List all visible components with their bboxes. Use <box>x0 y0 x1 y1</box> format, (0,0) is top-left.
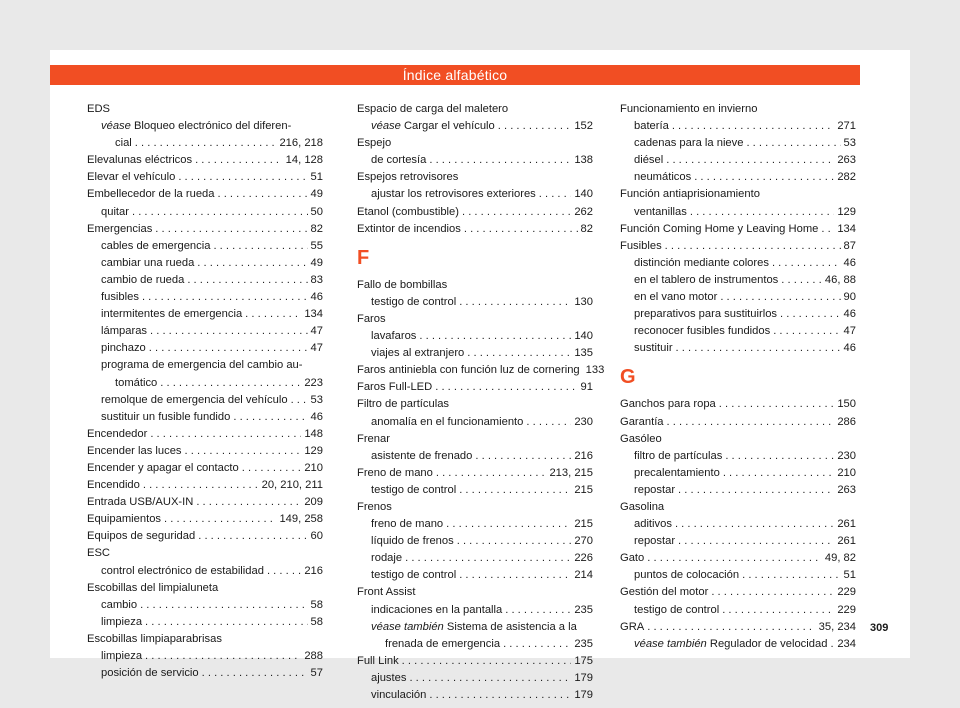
index-entry: cables de emergencia . . . 55 <box>87 238 323 255</box>
index-entry: Freno de mano . . . 213, 215 <box>357 465 593 482</box>
index-entry: testigo de control . . . 130 <box>357 294 593 311</box>
index-entry: asistente de frenado . . . 216 <box>357 448 593 465</box>
index-entry: cial . . . 216, 218 <box>87 135 323 152</box>
index-entry: Emergencias . . . 82 <box>87 221 323 238</box>
index-entry: Elevalunas eléctricos . . . 14, 128 <box>87 152 323 169</box>
index-entry: Gasóleo <box>620 432 662 445</box>
index-entry: Faros antiniebla con función luz de cornering 133 <box>357 364 605 377</box>
index-entry: lámparas . . . 47 <box>87 323 323 340</box>
index-entry: testigo de control . . . 229 <box>620 602 856 619</box>
index-entry: cambio de rueda . . . 83 <box>87 272 323 289</box>
index-entry: Etanol (combustible) . . . 262 <box>357 204 593 221</box>
index-entry: aditivos . . . 261 <box>620 516 856 533</box>
index-entry: Front Assist <box>357 586 416 599</box>
index-entry: de cortesía . . . 138 <box>357 152 593 169</box>
index-entry: Equipos de seguridad . . . 60 <box>87 528 323 545</box>
index-entry: líquido de frenos . . . 270 <box>357 533 593 550</box>
index-entry: Escobillas limpiaparabrisas <box>87 632 222 645</box>
index-entry: Equipamientos . . . 149, 258 <box>87 511 323 528</box>
index-entry: Espejo <box>357 137 392 150</box>
index-column-2 <box>357 101 605 704</box>
index-entry: Ganchos para ropa . . . 150 <box>620 396 856 413</box>
index-entry: rodaje . . . 226 <box>357 550 593 567</box>
index-entry: ESC <box>87 547 111 560</box>
index-entry: limpieza . . . 288 <box>87 648 323 665</box>
index-entry: Elevar el vehículo . . . 51 <box>87 169 323 186</box>
index-entry: Gestión del motor . . . 229 <box>620 584 856 601</box>
index-entry: véase también Sistema de asistencia a la <box>371 620 577 633</box>
index-entry: Escobillas del limpialuneta <box>87 581 219 594</box>
index-entry: Gato . . . 49, 82 <box>620 550 856 567</box>
index-column-1 <box>87 101 323 682</box>
index-entry: véase Bloqueo electrónico del diferen- <box>101 120 292 133</box>
index-entry: Garantía . . . 286 <box>620 414 856 431</box>
section-letter-g: G <box>620 366 636 389</box>
index-entry: sustituir un fusible fundido . . . 46 <box>87 409 323 426</box>
index-entry: cambio . . . 58 <box>87 597 323 614</box>
index-entry: Gasolina <box>620 500 665 513</box>
index-entry: GRA . . . 35, 234 <box>620 619 856 636</box>
index-entry: neumáticos . . . 282 <box>620 169 856 186</box>
index-entry: testigo de control . . . 214 <box>357 567 593 584</box>
index-entry: Entrada USB/AUX-IN . . . 209 <box>87 494 323 511</box>
index-entry: distinción mediante colores . . . 46 <box>620 255 856 272</box>
page-header: Índice alfabético <box>50 65 860 85</box>
index-entry: ventanillas . . . 129 <box>620 204 856 221</box>
index-entry: indicaciones en la pantalla . . . 235 <box>357 602 593 619</box>
index-entry: Encender las luces . . . 129 <box>87 443 323 460</box>
index-entry: Filtro de partículas <box>357 398 450 411</box>
index-entry: Faros Full-LED . . . 91 <box>357 379 593 396</box>
index-entry: freno de mano . . . 215 <box>357 516 593 533</box>
index-entry: puntos de colocación . . . 51 <box>620 567 856 584</box>
index-entry: programa de emergencia del cambio au- <box>101 359 303 372</box>
index-entry: sustituir . . . 46 <box>620 340 856 357</box>
index-entry: en el vano motor . . . 90 <box>620 289 856 306</box>
index-entry: batería . . . 271 <box>620 118 856 135</box>
index-entry: precalentamiento . . . 210 <box>620 465 856 482</box>
index-entry: tomático . . . 223 <box>87 375 323 392</box>
index-entry: testigo de control . . . 215 <box>357 482 593 499</box>
index-entry: Frenos <box>357 500 392 513</box>
index-entry: anomalía en el funcionamiento . . . 230 <box>357 414 593 431</box>
section-letter-f: F <box>357 246 370 269</box>
index-entry: lavafaros . . . 140 <box>357 328 593 345</box>
index-entry: repostar . . . 263 <box>620 482 856 499</box>
index-entry: control electrónico de estabilidad . . . 216 <box>87 563 323 580</box>
index-column-3 <box>620 101 856 653</box>
index-entry: cadenas para la nieve . . . 53 <box>620 135 856 152</box>
index-entry: véase Cargar el vehículo . . . 152 <box>357 118 593 135</box>
index-entry: diésel . . . 263 <box>620 152 856 169</box>
index-entry: Espejos retrovisores <box>357 171 459 184</box>
index-entry: Función Coming Home y Leaving Home . . . 134 <box>620 221 856 238</box>
index-entry: Encender y apagar el contacto . . . 210 <box>87 460 323 477</box>
index-entry: quitar . . . 50 <box>87 204 323 221</box>
index-entry: cambiar una rueda . . . 49 <box>87 255 323 272</box>
index-entry: posición de servicio . . . 57 <box>87 665 323 682</box>
index-entry: véase también Regulador de velocidad . . . 234 <box>620 636 856 653</box>
index-entry: Fusibles . . . 87 <box>620 238 856 255</box>
index-entry: filtro de partículas . . . 230 <box>620 448 856 465</box>
index-entry: repostar . . . 261 <box>620 533 856 550</box>
index-entry: pinchazo . . . 47 <box>87 340 323 357</box>
index-entry: limpieza . . . 58 <box>87 614 323 631</box>
index-entry: Función antiaprisionamiento <box>620 188 760 201</box>
index-entry: remolque de emergencia del vehículo . . . 53 <box>87 392 323 409</box>
index-entry: vinculación . . . 179 <box>357 687 593 704</box>
index-entry: reconocer fusibles fundidos . . . 47 <box>620 323 856 340</box>
index-entry: frenada de emergencia . . . 235 <box>357 636 593 653</box>
index-entry: Frenar <box>357 432 390 445</box>
index-entry: Encendedor . . . 148 <box>87 426 323 443</box>
index-entry: Full Link . . . 175 <box>357 653 593 670</box>
index-entry: Funcionamiento en invierno <box>620 103 758 115</box>
index-entry: Fallo de bombillas <box>357 278 448 291</box>
index-entry: Faros <box>357 312 386 325</box>
index-entry: EDS <box>87 103 111 115</box>
index-entry: Encendido . . . 20, 210, 211 <box>87 477 323 494</box>
index-entry: intermitentes de emergencia . . . 134 <box>87 306 323 323</box>
index-entry: viajes al extranjero . . . 135 <box>357 345 593 362</box>
page-number: 309 <box>870 622 889 634</box>
index-entry: ajustes . . . 179 <box>357 670 593 687</box>
index-entry: Embellecedor de la rueda . . . 49 <box>87 186 323 203</box>
index-entry: Extintor de incendios . . . 82 <box>357 221 593 238</box>
index-entry: ajustar los retrovisores exteriores . . . 140 <box>357 186 593 203</box>
index-entry: Espacio de carga del maletero <box>357 103 509 115</box>
index-entry: preparativos para sustituirlos . . . 46 <box>620 306 856 323</box>
index-entry: fusibles . . . 46 <box>87 289 323 306</box>
index-entry: en el tablero de instrumentos . . . 46, 88 <box>620 272 856 289</box>
